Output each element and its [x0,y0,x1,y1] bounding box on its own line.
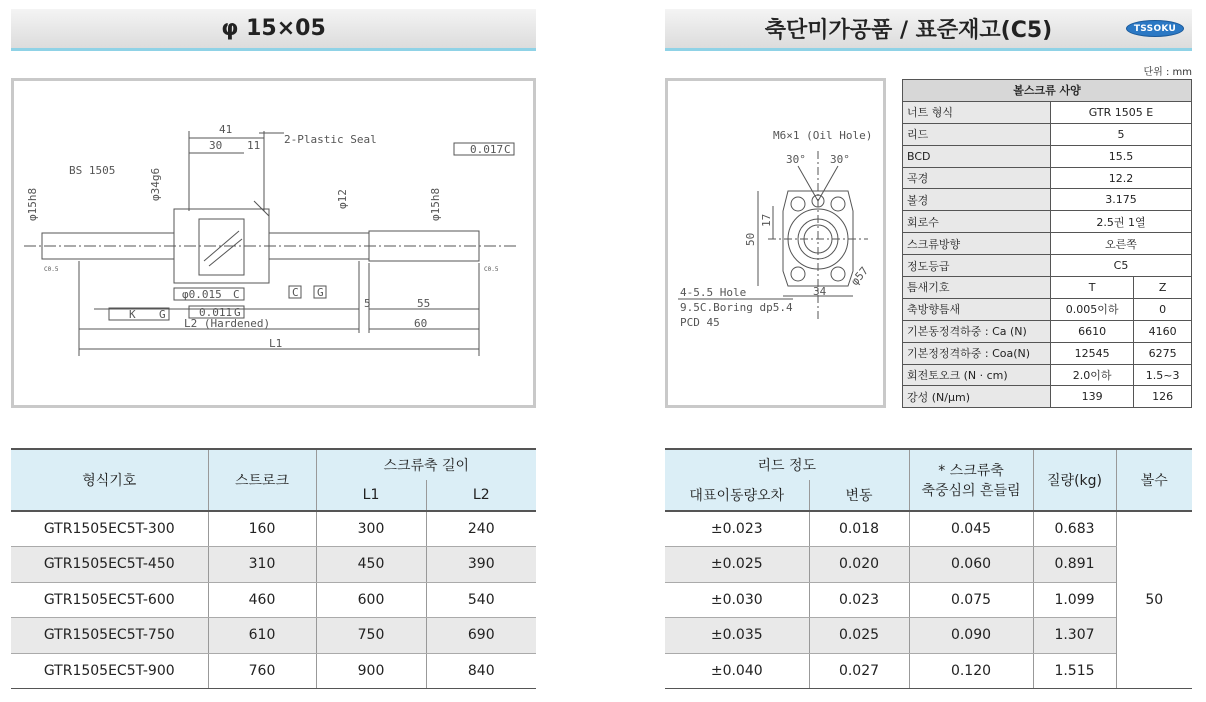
spec-row: BCD 15.5 [903,145,1192,167]
ball-count: 50 [1116,511,1192,689]
header-runout: * 스크류축 축중심의 흔들림 [909,449,1033,511]
chamfer-right: C0.5 [484,266,499,273]
plastic-seal-label: 2-Plastic Seal [284,133,377,146]
left-title-bar [11,9,536,51]
model-table [11,448,536,689]
frame-k-datum: G [159,308,166,321]
table-row: ±0.030 0.023 0.075 1.099 [665,582,1192,618]
table-row: ±0.040 0.027 0.120 1.515 [665,653,1192,689]
header-l1: L1 [316,480,426,511]
pcd-label: PCD 45 [680,316,720,329]
spec-split-row: 축방향틈새 0.005이하 0 [903,298,1192,320]
table-row: GTR1505EC5T-300 160 300 240 [11,511,536,547]
dim-55: 55 [417,297,431,310]
header-model: 형식기호 [11,449,208,511]
table-row: ±0.025 0.020 0.060 0.891 [665,547,1192,583]
spec-row: 볼경 3.175 [903,189,1192,211]
screw-shaft-drawing [11,78,536,408]
spec-row: 리드 5 [903,123,1192,145]
screw-shaft-drawing-svg [14,81,533,405]
dim-l2: L2 (Hardened) [184,317,271,330]
dim-11: 11 [247,139,261,152]
header-screw-length: 스크류축 길이 [316,449,536,480]
dim-41: 41 [219,123,233,136]
table-row: ±0.023 0.018 0.045 0.683 50 [665,511,1192,547]
angle-30-right: 30° [830,153,850,166]
spec-row: 너트 형식 GTR 1505 E [903,101,1192,123]
brand-logo: TSSOKU [1126,20,1184,37]
spec-row: 스크류방향 오른쪽 [903,233,1192,255]
table-row: GTR1505EC5T-900 760 900 840 [11,653,536,689]
ballscrew-spec-table [902,79,1192,408]
spec-row: 회로수 2.5권 1열 [903,211,1192,233]
boring-label: 9.5C.Boring dp5.4 [680,301,793,314]
spec-row: 정도등급 C5 [903,255,1192,277]
dim-15h8-left: φ15h8 [26,187,39,221]
header-representative-error: 대표이동량오차 [665,480,809,511]
dim-17: 17 [760,213,773,227]
chamfer-left: C0.5 [44,266,59,273]
header-lead-accuracy: 리드 정도 [665,449,909,480]
oil-hole-label: M6×1 (Oil Hole) [773,129,873,142]
frame-k: K [129,308,136,321]
datum-g: G [317,286,324,299]
header-l2: L2 [426,480,536,511]
right-title-bar [665,9,1192,51]
frame-concentricity: φ0.015 [182,288,222,301]
spec-split-row: 틈새기호 T Z [903,277,1192,299]
spec-split-row: 기본동정격하중 : Ca (N) 6610 4160 [903,320,1192,342]
datum-c: C [292,286,299,299]
header-variation: 변동 [809,480,909,511]
spec-split-row: 기본정정격하중 : Coa(N) 12545 6275 [903,342,1192,364]
frame-runout-right-datum: C [504,143,511,156]
header-balls: 볼수 [1116,449,1192,511]
dim-l1: L1 [269,337,283,350]
dim-15h8-right: φ15h8 [429,187,442,221]
left-title: φ 15×05 [221,16,326,41]
dim-34: 34 [813,285,827,298]
header-mass: 질량(kg) [1033,449,1116,511]
table-row: ±0.035 0.025 0.090 1.307 [665,618,1192,654]
angle-30-left: 30° [786,153,806,166]
spec-header: 볼스크류 사양 [903,80,1192,102]
dim-30: 30 [209,139,223,152]
dim-34g6: φ34g6 [149,167,162,201]
unit-label: 단위 : mm [1143,67,1192,78]
dim-50: 50 [744,232,757,246]
header-stroke: 스트로크 [208,449,316,511]
frame-concentricity-datum: C [233,288,240,301]
nut-flange-drawing [665,78,886,408]
dim-57: φ57 [848,264,872,288]
nut-flange-drawing-svg [668,81,883,405]
right-title: 축단미가공품 / 표준재고(C5) [764,18,1053,43]
spec-split-row: 회전토오크 (N · cm) 2.0이하 1.5~3 [903,364,1192,386]
table-row: GTR1505EC5T-600 460 600 540 [11,582,536,618]
spec-row: 곡경 12.2 [903,167,1192,189]
dim-12: φ12 [336,189,349,209]
frame-perpendicularity-datum: G [234,306,241,319]
spec-split-row: 강성 (N/μm) 139 126 [903,386,1192,408]
frame-perpendicularity: 0.011 [199,306,233,319]
bs-label: BS 1505 [69,164,116,177]
dim-5: 5 [364,297,371,310]
table-row: GTR1505EC5T-450 310 450 390 [11,547,536,583]
table-row: GTR1505EC5T-750 610 750 690 [11,618,536,654]
accuracy-table [665,448,1192,689]
dim-60: 60 [414,317,428,330]
frame-runout-right: 0.017 [470,143,504,156]
hole-label: 4-5.5 Hole [680,286,747,299]
